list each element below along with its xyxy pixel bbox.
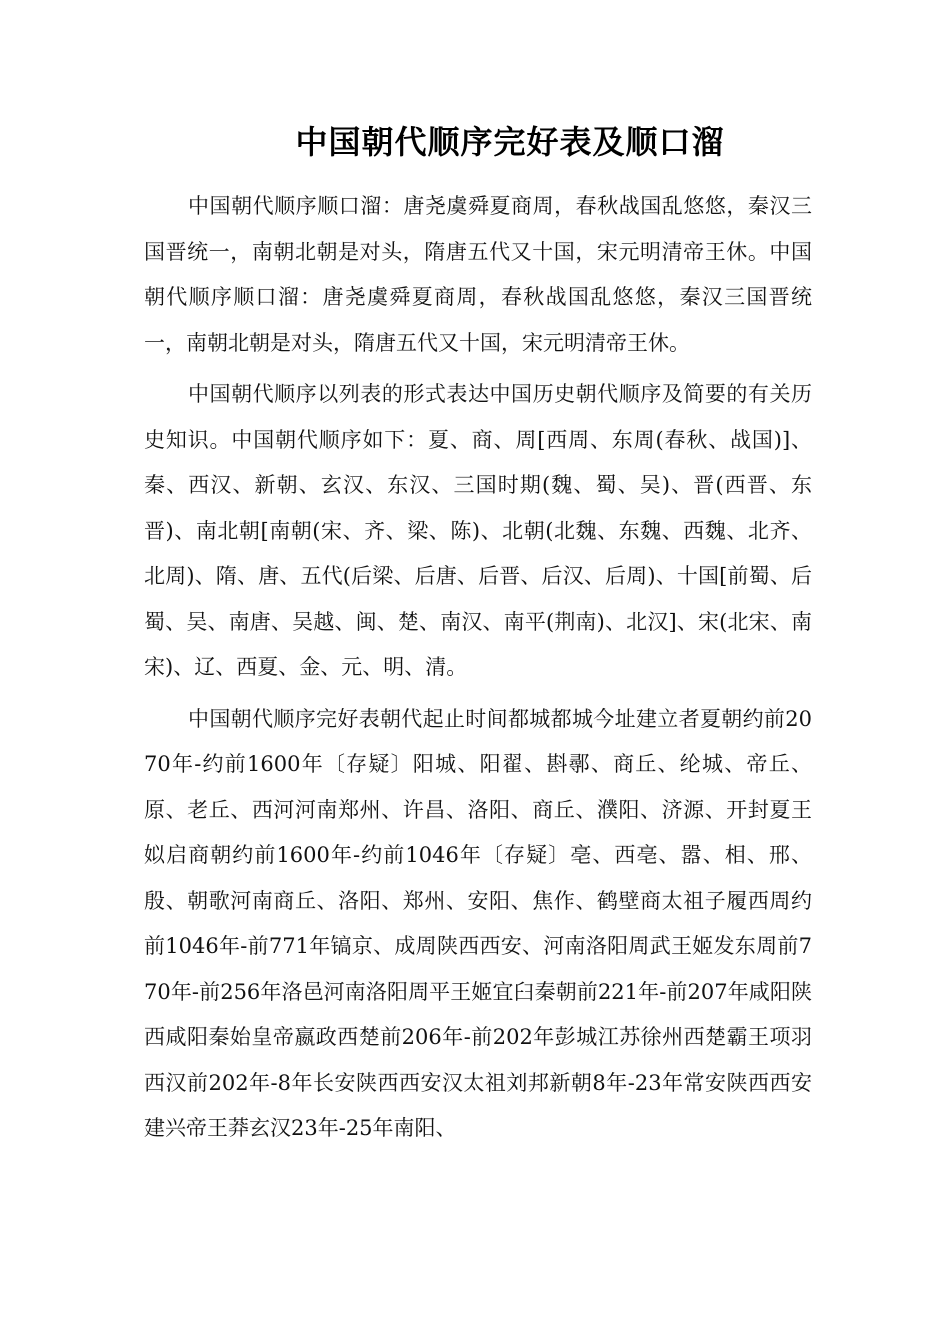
paragraph-dynasty-table: 中国朝代顺序完好表朝代起止时间都城都城今址建立者夏朝约前2070年-约前1600年〔存疑〕阳城、阳翟、斟鄩、商丘、纶城、帝丘、原、老丘、西河河南郑州、许昌、洛阳、商丘、濮阳、济源、开封夏王姒启商朝约前1600年-约前1046年〔存疑〕亳、西亳、嚣、相、邢、殷、朝歌河南商丘、洛阳、郑州、安阳、焦作、鹤壁商太祖子履西周约前1046年-前771年镐京、成周陕西西安、河南洛阳周武王姬发东周前770年-前256年洛邑河南洛阳周平王姬宜臼秦朝前221年-前207年咸阳陕西咸阳秦始皇帝嬴政西楚前206年-前202年彭城江苏徐州西楚霸王项羽西汉前202年-8年长安陕西西安汉太祖刘邦新朝8年-23年常安陕西西安建兴帝王莽玄汉23年-25年南阳、: [144, 706, 812, 1140]
document-title: 中国朝代顺序完好表及顺口溜: [295, 123, 725, 161]
paragraph-dynasty-list: 中国朝代顺序以列表的形式表达中国历史朝代顺序及简要的有关历史知识。中国朝代顺序如下：夏、商、周[西周、东周(春秋、战国)]、秦、西汉、新朝、玄汉、东汉、三国时期(魏、蜀、吴)、晋(西晋、东晋)、南北朝[南朝(宋、齐、梁、陈)、北朝(北魏、东魏、西魏、北齐、北周)、隋、唐、五代(后梁、后唐、后晋、后汉、后周)、十国[前蜀、后蜀、吴、南唐、吴越、闽、楚、南汉、南平(荆南)、北汉]、宋(北宋、南宋)、辽、西夏、金、元、明、清。: [144, 382, 812, 679]
paragraph-mnemonic: 中国朝代顺序顺口溜：唐尧虞舜夏商周，春秋战国乱悠悠，秦汉三国晋统一，南朝北朝是对头，隋唐五代又十国，宋元明清帝王休。中国朝代顺序顺口溜：唐尧虞舜夏商周，春秋战国乱悠悠，秦汉三国晋统一，南朝北朝是对头，隋唐五代又十国，宋元明清帝王休。: [144, 194, 812, 355]
document-body: [144, 184, 812, 1158]
